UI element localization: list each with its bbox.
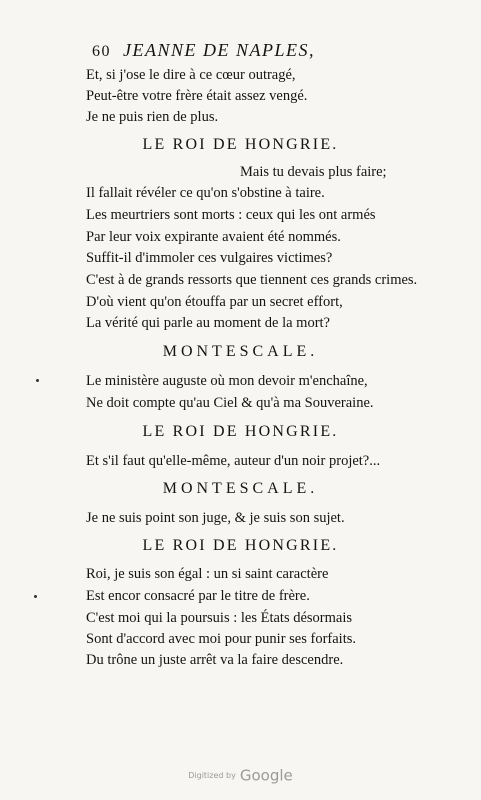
- margin-mark: [34, 595, 37, 598]
- verse-line: Il fallait révéler ce qu'on s'obstine à taire.: [86, 185, 325, 201]
- margin-mark: [36, 379, 39, 382]
- speaker-heading: MONTESCALE.: [162, 480, 319, 497]
- verse-line: Est encor consacré par le titre de frère.: [86, 588, 310, 604]
- verse-line: C'est moi qui la poursuis : les États désormais: [86, 610, 353, 626]
- verse-line: Du trône un juste arrêt va la faire descendre.: [86, 652, 344, 668]
- speaker-heading: MONTESCALE.: [162, 343, 319, 360]
- verse-line: D'où vient qu'on étouffa par un secret effort,: [86, 294, 343, 310]
- verse-line: Peut-être votre frère était assez vengé.: [86, 88, 308, 104]
- verse-line: Et, si j'ose le dire à ce cœur outragé,: [86, 67, 296, 83]
- verse-line: Je ne suis point son juge, & je suis son sujet.: [86, 510, 345, 526]
- verse-line: Mais tu devais plus faire;: [240, 164, 387, 180]
- verse-line: La vérité qui parle au moment de la mort?: [86, 315, 330, 331]
- speaker-heading: LE ROI DE HONGRIE.: [142, 423, 339, 440]
- verse-line: Je ne puis rien de plus.: [86, 109, 219, 125]
- verse-line: Les meurtriers sont morts : ceux qui les ont armés: [86, 207, 376, 223]
- verse-line: Suffit-il d'immoler ces vulgaires victimes?: [86, 250, 333, 266]
- verse-line: Roi, je suis son égal : un si saint caractère: [86, 566, 329, 582]
- digitized-label: Digitized by: [188, 770, 236, 780]
- speaker-heading: LE ROI DE HONGRIE.: [142, 136, 339, 153]
- verse-line: Et s'il faut qu'elle-même, auteur d'un noir projet?...: [86, 453, 381, 469]
- google-logo: Google: [239, 766, 293, 785]
- verse-line: Ne doit compte qu'au Ciel & qu'à ma Souveraine.: [86, 395, 374, 411]
- speaker-heading: LE ROI DE HONGRIE.: [142, 537, 339, 554]
- page-number: 60: [92, 43, 111, 60]
- page-header: [92, 40, 315, 61]
- running-title: JEANNE DE NAPLES,: [123, 40, 315, 60]
- verse-line: Par leur voix expirante avaient été nommés.: [86, 229, 341, 245]
- scan-watermark: [0, 766, 481, 784]
- verse-line: C'est à de grands ressorts que tiennent ces grands crimes.: [86, 272, 418, 288]
- verse-line: Sont d'accord avec moi pour punir ses forfaits.: [86, 631, 356, 647]
- verse-line: Le ministère auguste où mon devoir m'enchaîne,: [86, 373, 368, 389]
